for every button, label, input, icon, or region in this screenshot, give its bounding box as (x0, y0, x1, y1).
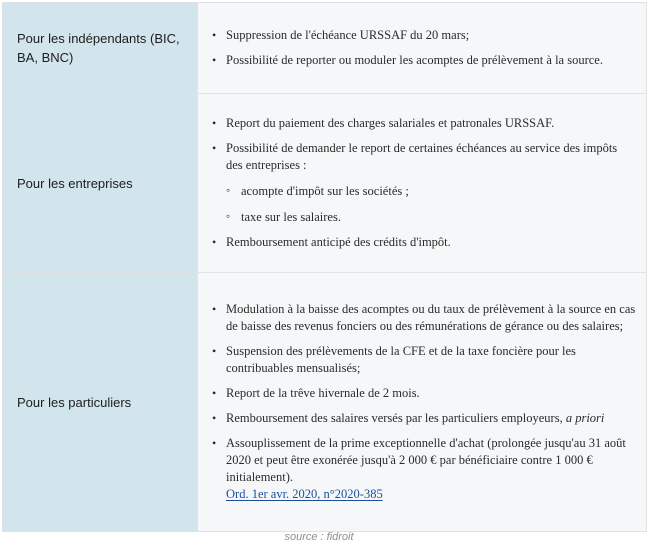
measures-table-container (2, 2, 647, 532)
measure-list (206, 27, 636, 69)
list-item: • Remboursement anticipé des crédits d'impôt. (206, 234, 636, 251)
sub-list-item: ◦ acompte d'impôt sur les sociétés ; (226, 183, 636, 200)
measure-list (206, 301, 636, 503)
table-row-entreprises (3, 94, 647, 273)
row-content-particuliers (198, 273, 647, 532)
list-item: • Report de la trêve hivernale de 2 mois. (206, 385, 636, 402)
list-item: • Modulation à la baisse des acomptes ou du taux de prélèvement à la source en cas de baisse des revenus fonciers ou des rémunérations de gérance ou des salaires; (206, 301, 636, 335)
list-item-text: Remboursement des salaires versés par les particuliers employeurs, (226, 411, 563, 425)
table-row-independants (3, 3, 647, 94)
row-label-particuliers: Pour les particuliers (3, 273, 198, 532)
list-item (206, 410, 636, 427)
list-item: • Suspension des prélèvements de la CFE et de la taxe foncière pour les contribuables mensualisés; (206, 343, 636, 377)
list-item-text: Assouplissement de la prime exceptionnelle d'achat (prolongée jusqu'au 31 août 2020 et peut être exonérée jusqu'à 2 000 € par bénéficiaire contre 1 000 € initialement). (226, 436, 626, 484)
row-label-entreprises: Pour les entreprises (3, 94, 198, 273)
row-label-independants: Pour les indépendants (BIC, BA, BNC) (3, 3, 198, 94)
list-item (206, 140, 636, 226)
list-item: • Suppression de l'échéance URSSAF du 20 mars; (206, 27, 636, 44)
measure-list (206, 115, 636, 251)
italic-text: a priori (565, 411, 605, 425)
ordonnance-link[interactable]: Ord. 1er avr. 2020, n°2020-385 (226, 487, 383, 501)
measures-table (2, 2, 647, 532)
sub-list-item: ◦ taxe sur les salaires. (226, 209, 636, 226)
list-item: • Possibilité de reporter ou moduler les acomptes de prélèvement à la source. (206, 52, 636, 69)
sub-list (226, 183, 636, 226)
source-caption: source : fidroit (284, 531, 354, 543)
table-row-particuliers (3, 273, 647, 532)
list-item: • Report du paiement des charges salariales et patronales URSSAF. (206, 115, 636, 132)
list-item (206, 435, 636, 503)
row-content-independants (198, 3, 647, 94)
list-item-text: Possibilité de demander le report de certaines échéances au service des impôts des entreprises : (226, 141, 618, 172)
row-content-entreprises (198, 94, 647, 273)
